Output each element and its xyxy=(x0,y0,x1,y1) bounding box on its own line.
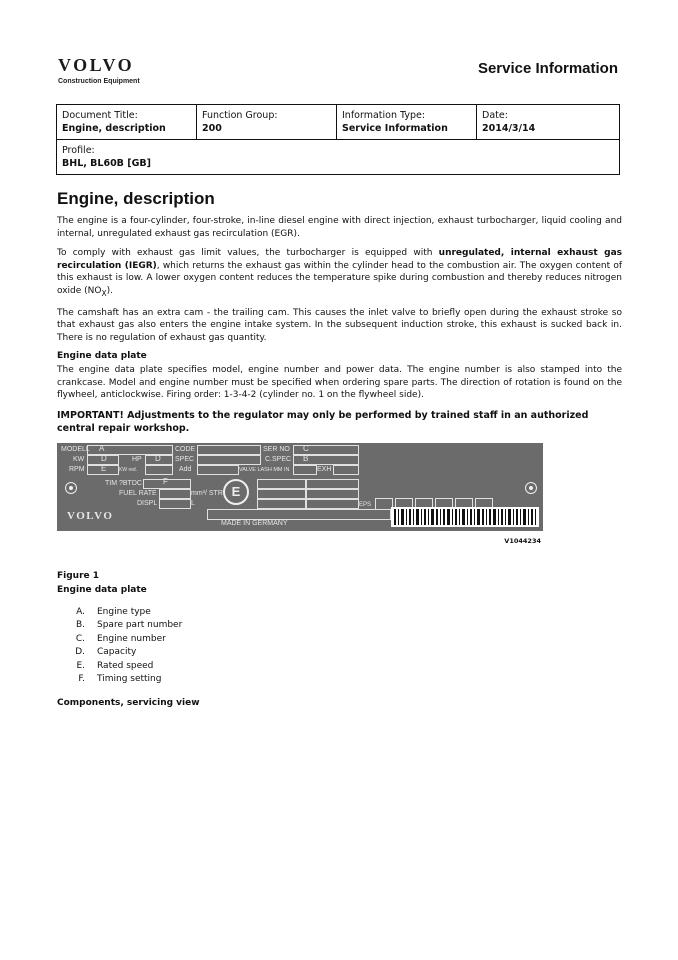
plate-marker-d2: D xyxy=(155,453,161,463)
info-type-cell xyxy=(337,105,477,140)
list-item xyxy=(57,661,622,675)
plate-marker-c: C xyxy=(303,443,309,453)
barcode-icon xyxy=(391,507,539,527)
important-notice: IMPORTANT! Adjustments to the regulator may only be performed by trained staff in an authorized central repair workshop. xyxy=(57,409,589,434)
profile-label: Profile: xyxy=(62,145,95,156)
plate-fuelrate-box xyxy=(159,489,191,499)
figure-reference-code: V1044234 xyxy=(504,536,541,545)
legend-key: B. xyxy=(75,620,85,631)
plate-rpm-label: RPM xyxy=(69,465,85,473)
plate-l-label: L xyxy=(191,499,195,507)
profile-cell xyxy=(57,140,620,175)
plate-spec-box xyxy=(197,455,261,465)
plate-kw-label: KW xyxy=(73,455,85,463)
figure-label: Figure 1 xyxy=(57,570,100,581)
plate-add-label: Add xyxy=(179,465,192,473)
function-group-label: Function Group: xyxy=(202,110,278,121)
paragraph-plate: The engine data plate specifies model, engine number and power data. The engine number is also stamped into the crankcase. Model and engine number must be specified when ordering spare parts. The direction of rotation is found on the flywheel, anticlockwise. Firing order: 1-3-4-2 (cylinder no. 1 on the flywheel side). xyxy=(57,365,622,401)
plate-displ-box xyxy=(159,499,191,509)
function-group-value: 200 xyxy=(202,123,222,134)
list-item xyxy=(57,607,622,621)
egr-text-bold: unregulated, internal exhaust gas recirculation (IEGR) xyxy=(57,248,622,271)
doc-title-value: Engine, description xyxy=(62,123,166,134)
legend-text: Rated speed xyxy=(97,660,154,671)
paragraph-intro: The engine is a four-cylinder, four-stroke, in-line diesel engine with direct injection, exhaust turbocharger, liquid cooling and internal, unregulated exhaust gas recirculation (EGR). xyxy=(57,216,622,239)
legend-key: A. xyxy=(76,606,85,617)
info-type-value: Service Information xyxy=(342,123,448,134)
egr-text-sub: X xyxy=(101,288,107,298)
brand-wordmark: VOLVO xyxy=(58,55,135,75)
figure-caption-block xyxy=(57,569,622,597)
doc-title-label: Document Title: xyxy=(62,110,138,121)
plate-code-box xyxy=(197,445,261,455)
page-header-title: Service Information xyxy=(477,60,618,77)
plate-grid-box-5 xyxy=(257,499,307,509)
legend-text: Timing setting xyxy=(97,674,162,685)
plate-heading: Engine data plate xyxy=(57,351,147,362)
list-item xyxy=(57,620,622,634)
plate-kwred-label: KW red. xyxy=(119,466,138,473)
plate-eps-label: EPS xyxy=(359,501,372,508)
plate-serno-label: SER NO xyxy=(263,445,290,453)
plate-modell-label: MODELL xyxy=(61,445,90,453)
plate-marker-a: A xyxy=(99,443,105,453)
section-heading-components: Components, servicing view xyxy=(57,697,200,708)
plate-kwred-box xyxy=(145,465,173,475)
engine-data-plate-figure xyxy=(57,443,543,545)
date-label: Date: xyxy=(482,110,508,121)
plate-exh-label: EXH xyxy=(317,465,332,473)
plate-made-in: MADE IN GERMANY xyxy=(221,519,288,527)
paragraph-egr xyxy=(57,247,622,300)
engine-data-plate xyxy=(57,443,543,531)
legend-text: Spare part number xyxy=(97,620,183,631)
plate-valve-label: VALVE LASH MM IN xyxy=(239,466,290,473)
plate-displ-label: DISPL xyxy=(137,499,158,507)
volvo-logo xyxy=(58,56,140,85)
plate-grid-box-4 xyxy=(305,489,359,499)
document-meta-table xyxy=(56,104,620,175)
plate-code-label: CODE xyxy=(175,445,196,453)
egr-text-b: , which returns the exhaust gas within the cylinder head to the combustion air. The oxygen content of this exhaust is low. A lower oxygen content reduces the temperature spike during combustion and thereby reduces nitrogen oxide (NO xyxy=(57,260,622,296)
plate-add-box xyxy=(197,465,239,475)
legend-key: E. xyxy=(76,660,85,671)
info-type-label: Information Type: xyxy=(342,110,426,121)
plate-grid-box-1 xyxy=(257,479,307,489)
article-heading: Engine, description xyxy=(57,189,215,208)
plate-spec-label: SPEC xyxy=(175,455,195,463)
plate-grid-box-3 xyxy=(257,489,307,499)
plate-fuelrate-label: FUEL RATE xyxy=(119,489,157,497)
legend-key: F. xyxy=(78,674,85,685)
paragraph-camshaft: The camshaft has an extra cam - the trailing cam. This causes the inlet valve to briefly open during the exhaust stroke so that exhaust gas also enters the engine intake system. In the subsequent induction stroke, this exhaust is sucked back in. There is no regulation of exhaust gas quantity. xyxy=(57,307,622,343)
legend-text: Engine number xyxy=(97,633,166,644)
figure-legend xyxy=(57,607,622,688)
figure-caption: Engine data plate xyxy=(57,584,147,595)
plate-exh-box xyxy=(333,465,359,475)
legend-key: D. xyxy=(75,647,85,658)
plate-marker-d1: D xyxy=(101,453,107,463)
article-body xyxy=(57,189,622,708)
plate-cspec-label: C.SPEC xyxy=(265,455,292,463)
plate-grid-box-2 xyxy=(305,479,359,489)
plate-hp-label: HP xyxy=(132,455,142,463)
plate-marker-f: F xyxy=(163,476,168,486)
plate-tim-label: TIM ?BTDC xyxy=(105,479,142,487)
plate-mounting-hole-left xyxy=(65,482,77,494)
list-item xyxy=(57,647,622,661)
legend-text: Engine type xyxy=(97,606,151,617)
plate-mm3str-label: mm³/ STR xyxy=(191,489,223,497)
doc-title-cell xyxy=(57,105,197,140)
plate-mounting-hole-right xyxy=(525,482,537,494)
plate-marker-b: B xyxy=(303,453,309,463)
legend-text: Capacity xyxy=(97,647,137,658)
profile-value: BHL, BL60B [GB] xyxy=(62,158,151,169)
legend-key: C. xyxy=(75,633,85,644)
brand-subtitle: Construction Equipment xyxy=(58,78,140,85)
date-cell xyxy=(477,105,620,140)
list-item xyxy=(57,634,622,648)
list-item xyxy=(57,674,622,688)
e-mark-icon: E xyxy=(223,479,249,505)
egr-text-a: To comply with exhaust gas limit values, the turbocharger is equipped with xyxy=(57,248,439,258)
date-value: 2014/3/14 xyxy=(482,123,536,134)
plate-volvo-wordmark: VOLVO xyxy=(67,509,114,522)
plate-serial-strip xyxy=(207,509,391,520)
plate-grid-box-6 xyxy=(305,499,359,509)
function-group-cell xyxy=(197,105,337,140)
plate-valve-in-box xyxy=(293,465,317,475)
egr-text-c: ). xyxy=(106,285,114,296)
plate-marker-e: E xyxy=(101,463,107,473)
